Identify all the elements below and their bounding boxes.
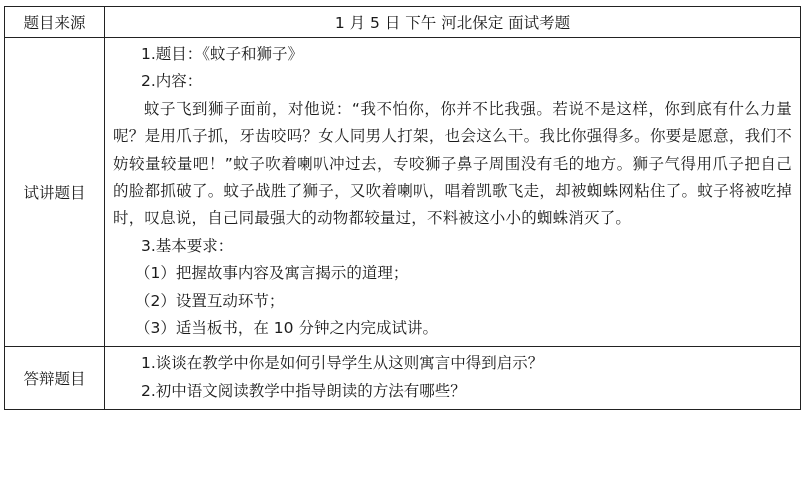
defense-row — [5, 347, 801, 410]
exam-table — [4, 6, 801, 410]
defense-question: 2.初中语文阅读教学中指导朗读的方法有哪些？ — [141, 382, 466, 401]
lecture-content-heading: 2.内容： — [141, 72, 203, 91]
requirements-heading: 3.基本要求： — [141, 236, 234, 255]
source-label: 题目来源 — [5, 7, 105, 38]
document — [4, 6, 801, 410]
defense-label: 答辩题目 — [5, 347, 105, 410]
requirement-item: （1）把握故事内容及寓言揭示的道理； — [135, 264, 409, 283]
lecture-title-line: 1.题目：《蚊子和狮子》 — [141, 45, 304, 63]
requirement-item: （2）设置互动环节； — [135, 291, 285, 310]
lecture-content — [105, 38, 801, 347]
source-value: 1 月 5 日 下午 河北保定 面试考题 — [105, 7, 801, 38]
lecture-row — [5, 38, 801, 347]
requirement-item: （3）适当板书，在 10 分钟之内完成试讲。 — [135, 319, 438, 338]
lecture-passage: 蚊子飞到狮子面前，对他说：“我不怕你，你并不比我强。若说不是这样，你到底有什么力量呢？是用爪子抓，牙齿咬吗？女人同男人打架，也会这么干。我比你强得多。你要是愿意，我们不妨较量较量吧！”蚊子吹着喇叭冲过去，专咬狮子鼻子周围没有毛的地方。狮子气得用爪子把自己的脸都抓破了。蚊子战胜了狮子，又吹着喇叭，唱着凯歌飞走，却被蜘蛛网粘住了。蚊子将被吃掉时，叹息说，自己同最强大的动物都较量过，不料被这小小的蜘蛛消灭了。 — [113, 99, 792, 228]
lecture-label: 试讲题目 — [5, 38, 105, 347]
defense-content — [105, 347, 801, 410]
source-row — [5, 7, 801, 38]
defense-question: 1.谈谈在教学中你是如何引导学生从这则寓言中得到启示？ — [141, 354, 544, 373]
